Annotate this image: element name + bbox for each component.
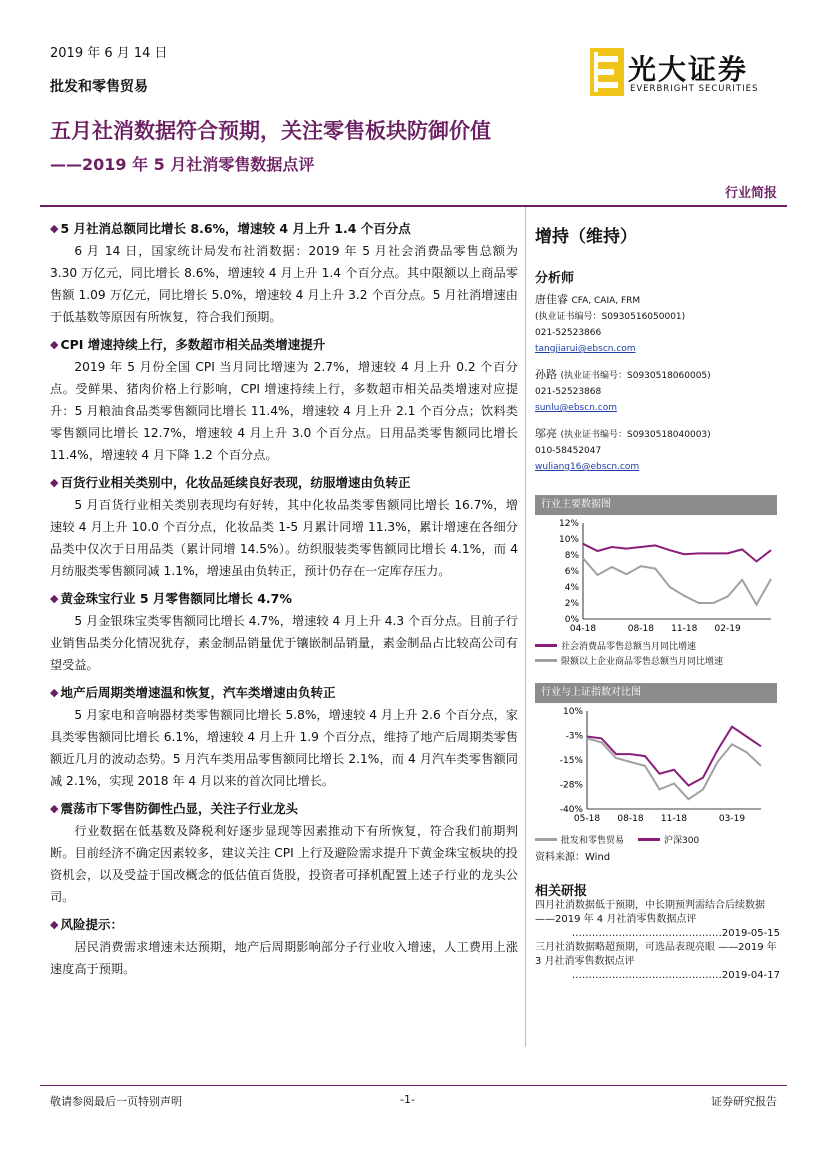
y-tick-label: -28% (559, 780, 583, 791)
analyst-name: 唐佳睿 (535, 293, 568, 306)
analyst-block (535, 292, 780, 357)
analyst-email-link[interactable]: sunlu@ebscn.com (535, 403, 617, 413)
diamond-bullet-icon: ◆ (50, 686, 59, 699)
y-tick-label: 4% (564, 583, 579, 593)
diamond-bullet-icon: ◆ (50, 802, 59, 815)
section-heading: 震荡市下零售防御性凸显，关注子行业龙头 (60, 801, 298, 816)
diamond-bullet-icon: ◆ (50, 338, 59, 351)
y-tick-label: -40% (559, 805, 583, 815)
diamond-bullet-icon: ◆ (50, 476, 59, 489)
analyst-block (535, 367, 780, 416)
doc-type-label: 行业简报 (724, 186, 777, 201)
section-heading: 5 月社消总额同比增长 8.6%，增速较 4 月上升 1.4 个百分点 (60, 221, 411, 236)
x-tick-label: 05-18 (573, 814, 601, 824)
section (50, 682, 518, 792)
related-report[interactable] (535, 941, 780, 983)
legend-label: 社会消费品零售总额当月同比增速 (561, 642, 697, 652)
series-line (583, 544, 771, 562)
section (50, 588, 518, 676)
y-tick-label: 10% (562, 707, 583, 717)
section (50, 472, 518, 582)
industry-name: 批发和零售贸易 (50, 79, 148, 95)
header-divider (40, 205, 787, 207)
section (50, 334, 518, 466)
analyst-cert: (执业证书编号：S0930516050001) (535, 312, 686, 322)
research-heading: 相关研报 (535, 884, 588, 899)
chart1-title: 行业主要数据图 (535, 495, 777, 515)
y-tick-label: 10% (558, 535, 579, 545)
x-tick-label: 08-18 (627, 624, 654, 633)
section-heading: 风险提示： (60, 917, 123, 932)
section (50, 798, 518, 908)
section-body: 6 月 14 日，国家统计局发布社消数据：2019 年 5 月社会消费品零售总额为 3.30 万亿元，同比增长 8.6%，增速较 4 月上升 1.4 个百分点。其中限额以上商品零售额 1.09 万亿元，同比增长 5.0%，增速较 4 月上升 3.2 个百分点。5 月社消增速由于低基数等原因有所恢复，符合我们预期。 (50, 244, 518, 324)
analyst-name: 孙路 (535, 368, 557, 381)
analyst-email-link[interactable]: wuliang16@ebscn.com (535, 462, 640, 472)
related-report-title: 四月社消数据低于预期，中长期预判需结合后续数据——2019 年 4 月社消零售数据点评 (535, 900, 765, 925)
section (50, 914, 518, 980)
analyst-cred: CFA, CAIA, FRM (571, 296, 641, 306)
section-body: 居民消费需求增速未达预期，地产后周期影响部分子行业收入增速，人工费用上涨速度高于预期。 (50, 940, 518, 976)
analyst-phone: 010-58452047 (535, 446, 602, 456)
section-body: 行业数据在低基数及降税利好逐步显现等因素推动下有所恢复，符合我们前期判断。目前经济不确定因素较多，建议关注 CPI 上行及避险需求提升下黄金珠宝板块的投资机会，以及受益于国改概念的低估值百货股，投资者可择机配置上述子行业的龙头公司。 (50, 824, 518, 904)
section-body: 2019 年 5 月份全国 CPI 当月同比增速为 2.7%，增速较 4 月上升 0.2 个百分点。受鲜果、猪肉价格上行影响，CPI 增速持续上行，多数超市相关品类增速对应提升：5 月粮油食品类零售额同比增长 11.4%，增速较 4 月上升 2.1 个百分点；饮料类零售额同比增长 12.7%，增速较 4 月上升 3.0 个百分点。日用品类零售额同比增长 11.4%，增速较 4 月下降 1.2 个百分点。 (50, 360, 518, 462)
y-tick-label: -3% (565, 731, 583, 742)
section-body: 5 月家电和音响器材类零售额同比增长 5.8%，增速较 4 月上升 2.6 个百分点，家具类零售额同比增长 6.1%，增速较 4 月上升 1.9 个百分点，维持了地产后周期类零售额近几月的波动态势。5 月汽车类用品零售额同比增长 2.1%，而 4 月汽车类零售额同减 2.1%，实现 2018 年 4 月以来的首次同比增长。 (50, 708, 518, 788)
analyst-heading: 分析师 (535, 271, 575, 286)
x-tick-label: 11-18 (660, 814, 688, 824)
chart1-legend-2 (535, 654, 780, 667)
report-title: 五月社消数据符合预期，关注零售板块防御价值 (50, 119, 491, 143)
chart2-title: 行业与上证指数对比图 (535, 683, 777, 703)
chart1-svg (535, 515, 777, 633)
chart2-legend (535, 833, 780, 846)
legend-label: 沪深300 (664, 836, 700, 846)
footer-report-type: 证券研究报告 (711, 1095, 777, 1108)
analyst-cert: (执业证书编号：S0930518040003) (560, 430, 711, 440)
y-tick-label: 12% (558, 519, 579, 529)
y-tick-label: 8% (564, 551, 579, 561)
section (50, 218, 518, 328)
related-report-date: ………………………………………2019-04-17 (571, 970, 780, 981)
chart2-block (535, 683, 780, 866)
x-tick-label: 03-19 (718, 814, 746, 824)
x-tick-label: 04-18 (569, 624, 597, 633)
chart2-svg (535, 703, 777, 827)
related-report-date: ………………………………………2019-05-15 (571, 928, 780, 939)
analyst-cert: (执业证书编号：S0930518060005) (560, 371, 711, 381)
analyst-phone: 021-52523868 (535, 387, 602, 397)
diamond-bullet-icon: ◆ (50, 918, 59, 931)
x-tick-label: 11-18 (671, 624, 698, 633)
analyst-email-link[interactable]: tangjiarui@ebscn.com (535, 344, 636, 354)
diamond-bullet-icon: ◆ (50, 592, 59, 605)
footer-divider (40, 1085, 787, 1086)
section-body: 5 月金银珠宝类零售额同比增长 4.7%，增速较 4 月上升 4.3 个百分点。目前子行业销售品类分化情况犹存，素金制品销量优于镶嵌制品销量，素金制品占比较高公司有望受益。 (50, 614, 518, 672)
y-tick-label: 0% (564, 615, 579, 625)
section-heading: 地产后周期类增速温和恢复，汽车类增速由负转正 (60, 685, 336, 700)
chart-source: 资料来源：Wind (535, 852, 611, 863)
logo-text-cn: 光大证券 (628, 53, 749, 86)
report-date: 2019 年 6 月 14 日 (50, 46, 168, 61)
related-report-title: 三月社消数据略超预期，可选品表现亮眼 ——2019 年 3 月社消零售数据点评 (535, 942, 777, 967)
sidebar (535, 218, 780, 983)
y-tick-label: -15% (559, 756, 583, 766)
chart1-legend-1 (535, 639, 780, 652)
section-heading: CPI 增速持续上行，多数超市相关品类增速提升 (60, 337, 326, 352)
series-line (583, 558, 771, 604)
legend-label: 限额以上企业商品零售总额当月同比增速 (561, 657, 724, 667)
section-heading: 黄金珠宝行业 5 月零售额同比增长 4.7% (60, 591, 292, 606)
y-tick-label: 2% (564, 599, 579, 609)
legend-label: 批发和零售贸易 (561, 836, 625, 846)
analyst-phone: 021-52523866 (535, 328, 602, 338)
logo-text-en: EVERBRIGHT SECURITIES (630, 84, 759, 94)
everbright-logo-icon (590, 48, 624, 96)
x-tick-label: 08-18 (617, 814, 644, 824)
column-divider (525, 207, 526, 1047)
chart1-block (535, 495, 780, 667)
section-heading: 百货行业相关类别中，化妆品延续良好表现，纺服增速由负转正 (60, 475, 411, 490)
footer-disclaimer: 敬请参阅最后一页特别声明 (50, 1095, 182, 1108)
y-tick-label: 6% (564, 567, 579, 577)
page-number: -1- (400, 1093, 415, 1106)
x-tick-label: 02-19 (714, 624, 741, 633)
main-content (50, 218, 518, 986)
related-report[interactable] (535, 899, 780, 941)
analyst-block (535, 426, 780, 475)
rating: 增持（维持） (535, 227, 637, 247)
analyst-name: 邬亮 (535, 427, 557, 440)
diamond-bullet-icon: ◆ (50, 222, 59, 235)
report-subtitle: ——2019 年 5 月社消零售数据点评 (50, 155, 315, 174)
section-body: 5 月百货行业相关类别表现均有好转，其中化妆品类零售额同比增长 16.7%，增速较 4 月上升 10.0 个百分点，化妆品类 1-5 月累计同增 11.3%，累计增速在各细分品类中仅次于日用品类（累计同增 14.5%）。纺织服装类零售额同比增长 4.1%，而 4 月纺服类零售额同减 1.1%，增速虽由负转正，预计仍存在一定库存压力。 (50, 498, 518, 578)
